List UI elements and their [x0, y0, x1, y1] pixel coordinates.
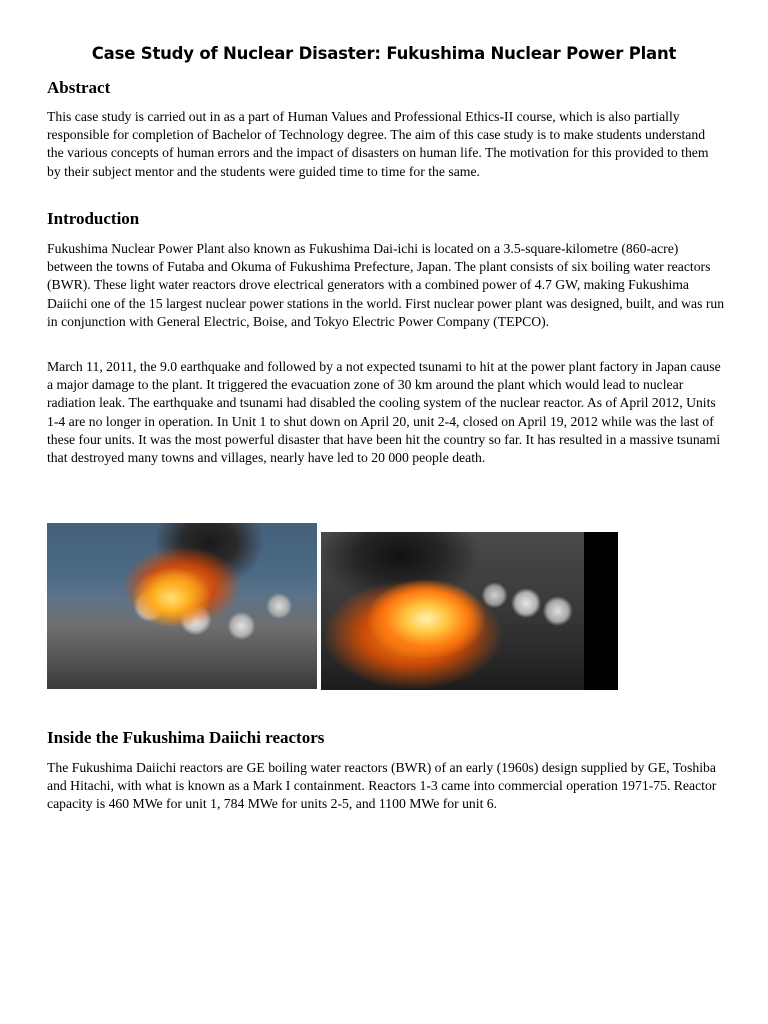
- introduction-heading: Introduction: [47, 209, 140, 228]
- inside-reactors-paragraph: The Fukushima Daiichi reactors are GE boiling water reactors (BWR) of an early (1960s) design supplied by GE, Toshiba and Hitachi, with what is known as a Mark I containment. Reactors 1-3 came into commercial operation 1971-75. Reactor capacity is 460 MWe for unit 1, 784 MWe for units 2-5, and 1100 MWe for unit 6.: [47, 760, 717, 812]
- document-title: Case Study of Nuclear Disaster: Fukushima Nuclear Power Plant: [91, 44, 677, 63]
- abstract-paragraph: This case study is carried out in as a part of Human Values and Professional Ethics-II course, which is also partially responsible for completion of Bachelor of Technology degree. The aim of this case study is to make students understand the various concepts of human errors and the impact of disasters on human life. The motivation for this provided to them by their subject mentor and the students were guided time to time for the same.: [47, 109, 709, 179]
- fire-photo-refinery-tanks: [47, 523, 317, 689]
- introduction-paragraph-1: Fukushima Nuclear Power Plant also known as Fukushima Dai-ichi is located on a 3.5-square-kilometre (860-acre) between the towns of Futaba and Okuma of Fukushima Prefecture, Japan. The plant consists of six boiling water reactors (BWR). These light water reactors drove electrical generators with a combined power of 4.7 GW, making Fukushima Daiichi one of the 15 largest nuclear power stations in the world. First nuclear power plant was designed, built, and was run in conjunction with General Electric, Boise, and Tokyo Electric Power Company (TEPCO).: [47, 241, 725, 329]
- abstract-heading: Abstract: [47, 78, 111, 97]
- introduction-paragraph-2: March 11, 2011, the 9.0 earthquake and followed by a not expected tsunami to hit at the power plant factory in Japan cause a major damage to the plant. It triggered the evacuation zone of 30 km around the plant which would lead to nuclear radiation leak. The earthquake and tsunami had disabled the cooling system of the nuclear reactor. As of April 2012, Units 1-4 are no longer in operation. In Unit 1 to shut down on April 20, unit 2-4, closed on April 19, 2012 while was the last of these four units. It was the most powerful disaster that have been hit the country so far. It has resulted in a massive tsunami that destroyed many towns and villages, nearly have led to 20 000 people death.: [47, 359, 721, 466]
- inside-reactors-heading: Inside the Fukushima Daiichi reactors: [47, 728, 325, 747]
- fire-photo-explosion-image: [321, 532, 584, 690]
- fire-photo-explosion: [321, 532, 618, 690]
